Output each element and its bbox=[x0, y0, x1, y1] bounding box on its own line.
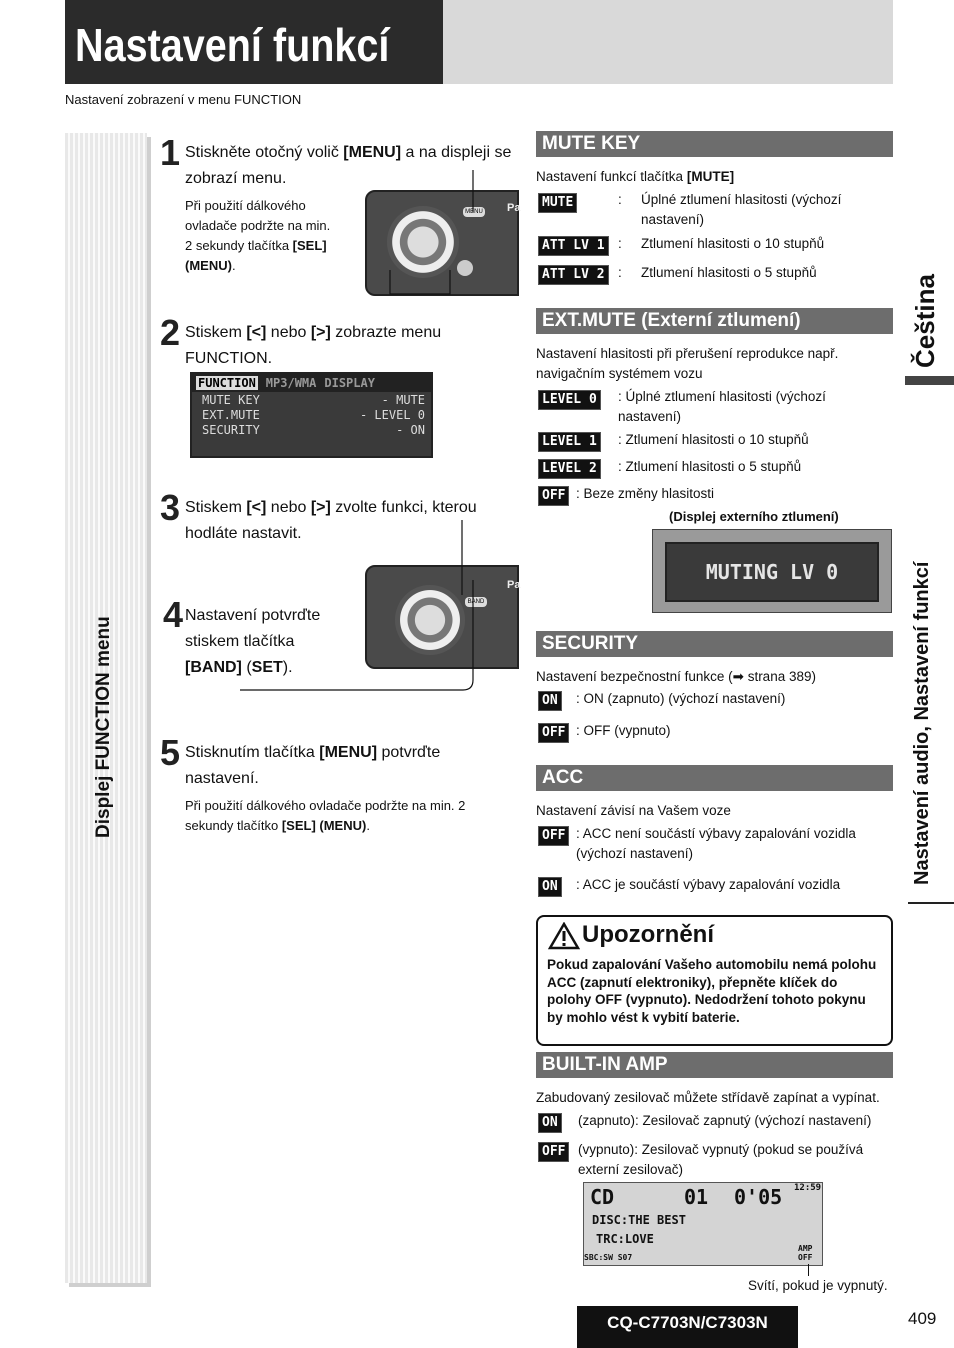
step-2-text bbox=[185, 320, 515, 372]
off-label: OFF bbox=[798, 1253, 813, 1262]
acc-text: : ACC je součástí výbavy zapalování vozidla bbox=[576, 877, 841, 892]
ext-mute-display-caption: (Displej externího ztlumení) bbox=[669, 509, 839, 524]
lcd-tab: FUNCTION bbox=[198, 376, 256, 390]
mute-option-row bbox=[538, 193, 577, 213]
lcd-row-value: - ON bbox=[396, 423, 425, 437]
security-text: : OFF (vypnuto) bbox=[576, 723, 671, 738]
brand-logo: Pa bbox=[507, 579, 521, 591]
builtin-amp-intro: Zabudovaný zesilovač můžete střídavě zapínat a vypínat. bbox=[536, 1090, 880, 1105]
lcd-time: 0'05 bbox=[734, 1185, 783, 1209]
step-text-part: Stiskem bbox=[185, 324, 247, 341]
on-badge-icon: ON bbox=[538, 877, 562, 897]
step-key: [BAND] bbox=[185, 659, 242, 676]
lcd-line2: TRC:LOVE bbox=[596, 1232, 654, 1246]
note-text: Při použití dálkového ovladače podržte na min. 2 sekundy tlačítka bbox=[185, 198, 331, 253]
brand-logo: Pa bbox=[507, 202, 521, 214]
warning-icon bbox=[548, 922, 580, 950]
step-4-text bbox=[185, 603, 335, 681]
lcd-source: CD bbox=[590, 1185, 615, 1209]
mute-option-text: Ztlumení hlasitosti o 10 stupňů bbox=[641, 236, 825, 251]
mute-key-heading: MUTE KEY bbox=[536, 131, 893, 157]
ext-mute-text: : Beze změny hlasitosti bbox=[576, 486, 715, 501]
lcd-row-name: MUTE KEY bbox=[202, 393, 260, 407]
step-text-part: nebo bbox=[266, 499, 311, 516]
step-key: [MENU] bbox=[319, 744, 378, 761]
step-key: [<] bbox=[246, 324, 267, 341]
ext-mute-heading: EXT.MUTE (Externí ztlumení) bbox=[536, 308, 893, 334]
security-row bbox=[538, 723, 569, 743]
acc-row bbox=[538, 826, 569, 846]
note-key: [SEL] (MENU) bbox=[185, 238, 327, 273]
level-2-badge-icon: LEVEL 2 bbox=[538, 459, 601, 479]
step-key: [<] bbox=[246, 499, 267, 516]
page-subtitle: Nastavení zobrazení v menu FUNCTION bbox=[65, 92, 302, 107]
lcd-clock: 12:59 bbox=[794, 1183, 822, 1193]
mute-option-text: Úplné ztlumení hlasitosti (výchozí nastavení) bbox=[641, 192, 842, 227]
lcd-footer: SBC:SW S07 bbox=[584, 1253, 633, 1262]
level-1-badge-icon: LEVEL 1 bbox=[538, 432, 601, 452]
muting-display-text: MUTING LV 0 bbox=[665, 542, 879, 602]
step-text-part: a na displeji se zobrazí menu. bbox=[185, 144, 512, 187]
acc-heading: ACC bbox=[536, 765, 893, 791]
att-lv2-badge-icon: ATT LV 2 bbox=[538, 265, 609, 285]
note-text: Při použití dálkového ovladače podržte na min. 2 sekundy tlačítko bbox=[185, 798, 466, 833]
colon: : bbox=[618, 236, 622, 251]
note-text: . bbox=[366, 818, 370, 833]
amp-off-indicator bbox=[798, 1244, 812, 1262]
section-divider bbox=[908, 902, 954, 904]
off-badge-icon: OFF bbox=[538, 1142, 569, 1162]
intro-key: [MUTE] bbox=[686, 169, 735, 184]
mute-option-row bbox=[538, 236, 609, 256]
step-text-part: Stiskem bbox=[185, 499, 247, 516]
amp-caption: Svítí, pokud je vypnutý. bbox=[748, 1278, 888, 1293]
step-text-part: nebo bbox=[266, 324, 311, 341]
lcd-row-value: - LEVEL 0 bbox=[359, 408, 425, 422]
level-0-badge-icon: LEVEL 0 bbox=[538, 390, 601, 410]
step-key: SET bbox=[251, 659, 283, 676]
step-number: 3 bbox=[160, 487, 181, 528]
ext-mute-intro: Nastavení hlasitosti při přerušení reprodukce např. navigačním systémem vozu bbox=[536, 346, 839, 381]
mute-badge-icon: MUTE bbox=[538, 193, 577, 213]
amp-text: (vypnuto): Zesilovač vypnutý (pokud se používá externí zesilovač) bbox=[578, 1142, 864, 1177]
page-title: Nastavení funkcí bbox=[75, 19, 390, 71]
lcd-row-name: SECURITY bbox=[202, 423, 260, 437]
amp-row bbox=[538, 1142, 569, 1162]
ext-mute-text: : Úplné ztlumení hlasitosti (výchozí nastavení) bbox=[618, 389, 826, 424]
off-badge-icon: OFF bbox=[538, 486, 569, 506]
amp-text: (zapnuto): Zesilovač zapnutý (výchozí nastavení) bbox=[578, 1113, 872, 1128]
section-label: Nastavení audio, Nastavení funkcí bbox=[911, 561, 933, 885]
acc-intro: Nastavení závisí na Vašem voze bbox=[536, 803, 731, 818]
band-button-icon: BAND bbox=[465, 597, 487, 607]
lcd-tab: DISPLAY bbox=[324, 376, 375, 390]
ext-mute-row bbox=[538, 432, 601, 452]
step-text-part: potvrďte nastavení. bbox=[185, 744, 441, 787]
security-heading: SECURITY bbox=[536, 631, 893, 657]
intro-text: strana 389) bbox=[743, 669, 816, 684]
step-text-part: zobrazte menu FUNCTION. bbox=[185, 324, 442, 367]
on-badge-icon: ON bbox=[538, 691, 562, 711]
mute-option-row bbox=[538, 265, 609, 285]
amp-row bbox=[538, 1113, 562, 1133]
arrow-icon: ➡ bbox=[732, 669, 744, 684]
step-number: 4 bbox=[163, 594, 184, 635]
att-lv1-badge-icon: ATT LV 1 bbox=[538, 236, 609, 256]
ext-mute-display bbox=[652, 529, 892, 613]
step-key: [>] bbox=[310, 499, 331, 516]
lcd-row-value: - MUTE bbox=[381, 393, 425, 407]
indicator-line bbox=[808, 1264, 809, 1276]
colon: : bbox=[618, 192, 622, 207]
model-number: CQ-C7703N/C7303N bbox=[577, 1306, 798, 1348]
lcd-row bbox=[192, 407, 431, 422]
off-badge-icon: OFF bbox=[538, 826, 569, 846]
step-text-part: ( bbox=[241, 659, 252, 676]
mute-key-intro bbox=[536, 167, 734, 187]
page-number: 409 bbox=[908, 1309, 937, 1328]
warning-text: Pokud zapalování Vašeho automobilu nemá polohu ACC (zapnutí elektroniky), přepněte klíček do polohy OFF (vypnuto). Nedodržení tohoto pokynu by mohlo vést k vybití baterie. bbox=[547, 957, 877, 1025]
step-key: [MENU] bbox=[343, 144, 402, 161]
lcd-line1: DISC:THE BEST bbox=[592, 1213, 686, 1227]
step-key: [>] bbox=[310, 324, 331, 341]
step-1-note bbox=[185, 196, 335, 276]
language-label: Čeština bbox=[910, 274, 940, 368]
step-number: 1 bbox=[160, 132, 181, 173]
on-badge-icon: ON bbox=[538, 1113, 562, 1133]
ext-mute-row bbox=[538, 390, 601, 410]
intro-text: Nastavení bezpečnostní funkce ( bbox=[536, 669, 733, 684]
cd-display bbox=[583, 1182, 823, 1266]
step-text-part: Stisknutím tlačítka bbox=[185, 744, 320, 761]
menu-button-icon: MENU bbox=[463, 207, 485, 217]
security-text: : ON (zapnuto) (výchozí nastavení) bbox=[576, 691, 786, 706]
colon: : bbox=[618, 265, 622, 280]
lcd-row-name: EXT.MUTE bbox=[202, 408, 260, 422]
security-intro bbox=[536, 667, 816, 687]
step-text-part: ). bbox=[282, 659, 293, 676]
lcd-row bbox=[192, 422, 431, 437]
note-key: [SEL] (MENU) bbox=[281, 818, 367, 833]
ext-mute-row bbox=[538, 459, 601, 479]
step-text-part: Nastavení potvrďte stiskem tlačítka bbox=[185, 607, 321, 650]
step-text-part: zvolte funkci, kterou hodláte nastavit. bbox=[185, 499, 477, 542]
note-text: . bbox=[231, 258, 236, 273]
warning-title: Upozornění bbox=[582, 921, 714, 948]
mute-option-text: Ztlumení hlasitosti o 5 stupňů bbox=[641, 265, 817, 280]
lang-bar bbox=[905, 376, 954, 385]
intro-text: Nastavení funkcí tlačítka bbox=[536, 169, 687, 184]
acc-text: : ACC není součástí výbavy zapalování vozidla (výchozí nastavení) bbox=[576, 826, 856, 861]
step-number: 5 bbox=[160, 732, 181, 773]
off-badge-icon: OFF bbox=[538, 723, 569, 743]
function-menu-lcd bbox=[190, 372, 433, 458]
amp-label: AMP bbox=[798, 1244, 813, 1253]
ext-mute-row bbox=[538, 486, 569, 506]
step-number: 2 bbox=[160, 312, 181, 353]
step-text-part: Stiskněte otočný volič bbox=[185, 144, 344, 161]
lcd-row bbox=[192, 392, 431, 407]
builtin-amp-heading: BUILT-IN AMP bbox=[536, 1052, 893, 1078]
security-row bbox=[538, 691, 562, 711]
step-5-note bbox=[185, 796, 505, 836]
sidebar-vertical-label: Displej FUNCTION menu bbox=[93, 616, 114, 838]
ext-mute-text: : Ztlumení hlasitosti o 10 stupňů bbox=[618, 432, 809, 447]
callout-lines bbox=[380, 170, 480, 300]
lcd-tab: MP3/WMA bbox=[265, 376, 317, 390]
acc-row bbox=[538, 877, 562, 897]
step-5-text bbox=[185, 740, 505, 792]
lcd-track: 01 bbox=[684, 1185, 709, 1209]
ext-mute-text: : Ztlumení hlasitosti o 5 stupňů bbox=[618, 459, 802, 474]
